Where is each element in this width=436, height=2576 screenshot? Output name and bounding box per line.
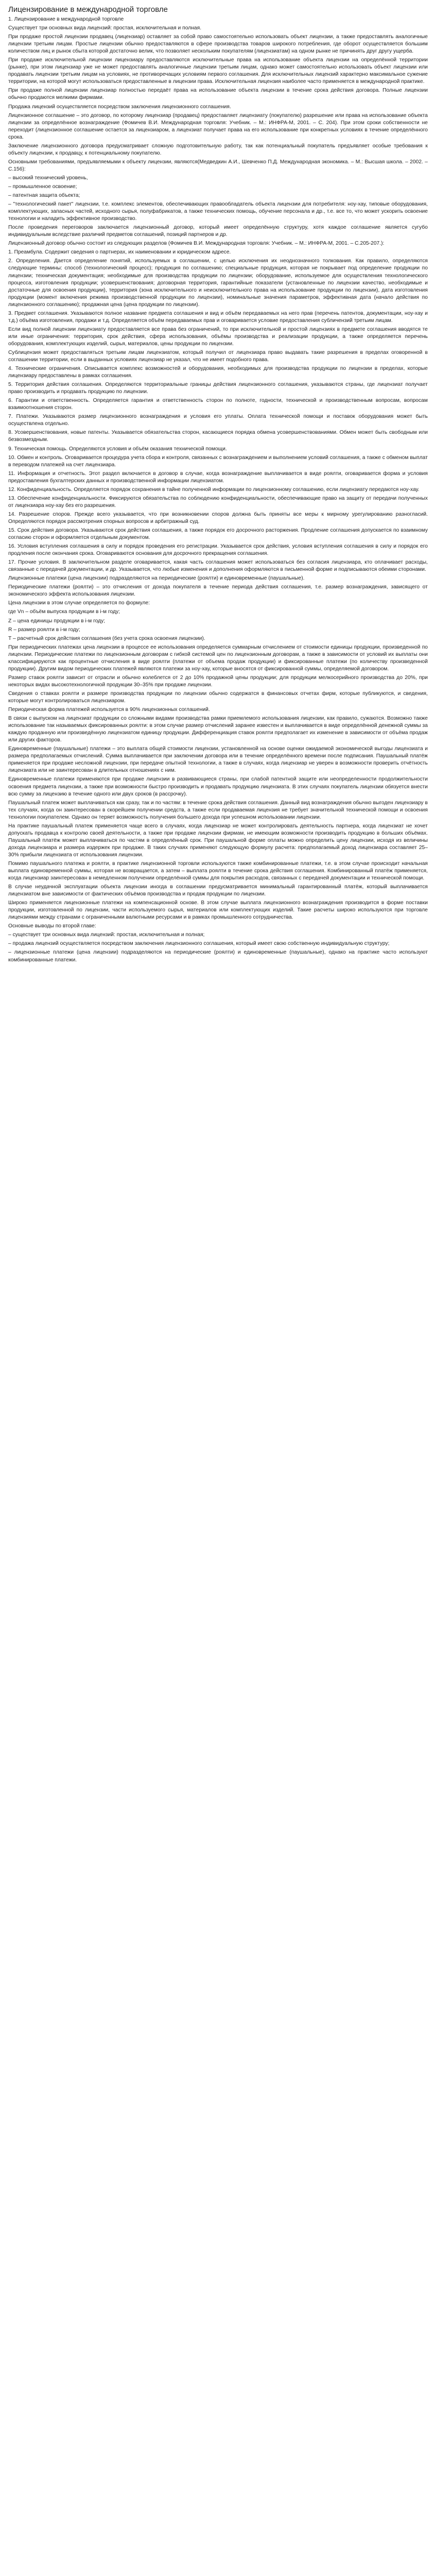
paragraph: После проведения переговоров заключается лицензионный договор, который имеет определённую структуру, хотя каждое соглашение является сугубо индивидуальным вследствие различий предметов соглашений, позиций партнеров и др.	[8, 225, 428, 238]
paragraph: – патентная защита объекта;	[8, 193, 80, 199]
paragraph: Широко применяется лицензионные платежи на компенсационной основе. В этом случае выплата лицензионного вознаграждения производится в форме поставки продукции, изготовленной по лицензии, части используемого сырья, материалов или комплектующих изделий. Такие расчеты широко используются при торговле лицензиями между странами с ограниченными валютными ресурсами и в рамках промышленного сотрудничества.	[8, 900, 428, 921]
paragraph: Помимо паушального платежа и роялти, в практике лицензионной торговли используются также комбинированные платежи, т.е. в этом случае происходит начальная выплата единовременной суммы, которая не возвращается, а затем – выплата роялти в течение срока действия соглашения. Комбинированный платёж применяется, когда лицензиар заинтересован в немедленном получении определённой суммы для покрытия расходов, связанных с передачей документации и технической помощи.	[8, 860, 428, 882]
paragraph: При периодических платежах цена лицензии в процессе ее использования определяется суммарным отчислением от стоимости единицы продукции, произведенной по лицензии. Периодические платежи по лицензионным договорам с гибкой системой цен по лицензионным договорам, а также в зависимости от условий их выплаты они классифицируются как процентные отчисления в виде роялти (платежи от объема продаж продукции) и фиксированные платежи (по количеству произведенной продукции). Другим видом периодических платежей являются платежи за ноу-хау, которые вносятся от фиксированной суммы, определяемой договором.	[8, 644, 428, 672]
paragraph: – высокий технический уровень,	[8, 175, 88, 181]
paragraph: T – расчетный срок действия соглашения (без учета срока освоения лицензии).	[8, 635, 205, 641]
paragraph: 1. Преамбула. Содержит сведения о партнерах, их наименовании и юридическом адресе.	[8, 249, 231, 256]
paragraph: 15. Срок действия договора. Указываются срок действия соглашения, а также порядок его досрочного расторжения. Продление соглашения допускается по взаимному согласию сторон и оформляется отдельным документом.	[8, 528, 428, 541]
paragraph: В случае неудачной эксплуатации объекта лицензии иногда в соглашении предусматривается минимальный гарантированный платёж, который выплачивается лицензиатом вне зависимости от фактических объёмов производства и продаж продукции по лицензии.	[8, 884, 428, 897]
paragraph: Сублицензия может предоставляться третьим лицам лицензиатом, который получил от лицензиара право выдавать такие разрешения в пределах оговоренной в соглашении территории, если в выданных условиях лицензиар не указал, что не имеет подобного права.	[8, 349, 428, 363]
paragraph: При продаже простой лицензии продавец (лицензиар) оставляет за собой право самостоятельно использовать объект лицензии, а также предоставлять аналогичные лицензии третьим лицам. Простые лицензии обычно предоставляются в сфере производства товаров широкого потребления, где оборот осуществляется большим количеством лиц и рынок сбыта которой достаточно велик, что позволяет нескольким покупателям (лицензиатам) на одном рынке не причинять друг другу ущерба.	[8, 34, 428, 55]
paragraph: 5. Территория действия соглашения. Определяются территориальные границы действия лицензионного соглашения, указываются страны, где лицензиат получает право производить и продавать продукцию по лицензии.	[8, 382, 428, 395]
paragraph: R – размер роялти в i-м году;	[8, 626, 80, 633]
paragraph: 11. Информация и отчетность. Этот раздел включается в договор в случае, когда вознаграждение выплачивается в виде роялти, оговаривается форма и условия предоставления бухгалтерских данных и производственной информации лицензиатом.	[8, 470, 428, 484]
paragraph: Лицензионное соглашение – это договор, по которому лицензиар (продавец) предоставляет лицензиату (покупателю) разрешение или права на использование объекта лицензии за определённое вознаграждение (Фомичев В.И. Международная торговля: Учебник. – М.: ИНФРА-М, 2001. – С. 204). При этом сроки собственности не переходит (лицензионное соглашение остается за лицензиаром, а лицензиат получает права на его использование при конкретных условиях в течение определённого срока.	[8, 112, 428, 140]
document-title: Лицензирование в международной торговле	[8, 5, 168, 14]
paragraph: При продаже полной лицензии лицензиар полностью передаёт права на использование объекта лицензии в течение срока действия договора. Полные лицензии обычно продаются мелкими фирмами.	[8, 88, 428, 101]
paragraph: Лицензионные платежи (цена лицензии) подразделяются на периодические (роялти) и единовременные (паушальные).	[8, 575, 305, 582]
paragraph: Основными требованиями, предъявляемыми к объекту лицензии, являются(Медведкин А.И., Шевченко П.Д. Международная экономика. – М.: Высшая школа. – 2002. – С.156):	[8, 159, 428, 172]
paragraph: В связи с выпуском на лицензиат продукции со сложными видами производства рамки приемлемого использования лицензии, как правило, сужаются. Возможно также использование так называемых фиксированных роялти: в этом случае размер отчислений заранее известен и выплачивается в виде определённой денежной суммы за каждую проданную или произведённую лицензиатом единицу продукции. Дифференциация ставок роялти предполагает их изменение в зависимости от объёма продаж или других факторов.	[8, 716, 428, 743]
paragraph: 3. Предмет соглашения. Указываются полное название предмета соглашения и вид и объём передаваемых на него прав (перечень патентов, документации, ноу-хау и т.д.) объёма изготовления, продажи и т.д. Определяется объём передаваемых прав и оговаривается условие предоставления субличензий третьим лицам.	[8, 310, 428, 324]
paragraph: 4. Технические ограничения. Описывается комплекс возможностей и оборудования, необходимых для производства продукции по лицензии в пределах, которые лицензиару предоставлены в рамках соглашения.	[8, 366, 428, 379]
paragraph: 17. Прочие условия. В заключительном разделе оговаривается, какая часть соглашения может использоваться без согласия лицензиара, кто оплачивает расходы, связанные с передачей документации, и др. Указывается, что любые изменения и дополнения оформляются в письменной форме и подписываются обеими сторонами.	[8, 560, 428, 573]
paragraph: 7. Платежи. Указываются размер лицензионного вознаграждения и условия его уплаты. Оплата технической помощи и поставок оборудования может быть осуществлена отдельно.	[8, 414, 428, 427]
paragraph: – промышленное освоение;	[8, 183, 77, 190]
paragraph: Периодическая форма платежей используется в 90% лицензионных соглашений.	[8, 707, 210, 713]
paragraph: Сведения о ставках роялти и размере производства продукции по лицензии обычно содержатся в финансовых отчетах фирм, которые публикуются, и сведения, которые могут контролироваться лицензиаром.	[8, 690, 428, 704]
paragraph: Единовременные (паушальные) платежи – это выплата общей стоимости лицензии, установленной на основе оценки ожидаемой экономической выгоды лицензиата и размера предполагаемых отчислений. Сумма выплачивается при заключении договора или в течение определённого времени после подписания. Паушальный платёж применяется при продаже несложной лицензии, при передаче опытной технологии, а также в случаях, когда лицензиар не уверен в возможности проверить отчётность лицензиата или не заинтересован в длительных отношениях с ним.	[8, 746, 428, 774]
section-heading: 1. Лицензирование в международной торговле	[8, 16, 124, 22]
document	[0, 0, 436, 976]
paragraph: 9. Техническая помощь. Определяются условия и объём оказания технической помощи.	[8, 446, 227, 452]
paragraph: Единовременные платежи применяются при продаже лицензии в развивающиеся страны, при слабой патентной защите или неопределенности продолжительности освоения предмета лицензии, а также при возможности быстро производить и продавать продукцию лицензиата. В этих случаях покупатель лицензии обязуется внести всю сумму за лицензию в течение одного или двух сроков (в рассрочку).	[8, 776, 428, 797]
paragraph: Периодические платежи (роялти) – это отчисления от дохода покупателя в течение периода действия соглашения, т.е. размер вознаграждения, зависящего от экономического эффекта использования лицензии.	[8, 584, 428, 598]
paragraph: 10. Обмен и контроль. Оговаривается процедура учета сбора и контроля, связанных с вознаграждением и выполнением условий соглашения, а также с обменом выплат в переводом платежей на счет лицензиара.	[8, 454, 428, 468]
paragraph: 14. Разрешение споров. Прежде всего указывается, что при возникновении споров должна быть приняты все меры к мирному урегулированию разногласий. Определяются порядок рассмотрения спорных вопросов и арбитражный суд.	[8, 511, 428, 524]
paragraph: Заключение лицензионного договора предусматривает сложную подготовительную работу, так как потенциальный покупатель предъявляет особые требования к объекту лицензии, к продавцу, к потенциальному покупателю.	[8, 143, 428, 156]
paragraph: – "технологический пакет" лицензии, т.е. комплекс элементов, обеспечивающих правообладатель объекта лицензии для потребителя: ноу-хау, типовые оборудования, комплектующих, запасных частей, исходного сырья, полуфабрикатов, а также технических помощь, обучение персонала и др., т.е. все то, что может ускорить освоение технологии и наладить эффективное производство.	[8, 201, 428, 222]
paragraph: Цена лицензии в этом случае определяется по формуле:	[8, 600, 150, 606]
paragraph: – продажа лицензий осуществляется посредством заключения лицензионного соглашения, который имеет свою собственную индивидуальную структуру;	[8, 941, 390, 947]
paragraph: 16. Условия вступления соглашения в силу и порядок проведения его регистрации. Указывается срок действия, условия вступления соглашения в силу и порядок его продления после окончания срока. Оговариваются основания для досрочного прекращения соглашения.	[8, 544, 428, 557]
paragraph: Основные выводы по второй главе:	[8, 923, 96, 929]
document-body	[8, 16, 428, 964]
paragraph: 13. Обеспечение конфиденциальности. Фиксируются обязательства по соблюдению конфиденциальности, обеспечивающие право на защиту от передачи полученных от лицензиара ноу-хау без его разрешения.	[8, 495, 428, 509]
paragraph: Размер ставок роялти зависит от отрасли и обычно колеблется от 2 до 10% продажной цены продукции; для продукции мелкосерийного производства до 20%, при некоторых видах высокотехнологичной продукции 30–35% при продаже лицензии.	[8, 674, 428, 688]
paragraph: 6. Гарантии и ответственность. Определяется гарантия и ответственность сторон по полноте, годности, технической и производственным вопросам, вопросам взаимоотношения сторон.	[8, 398, 428, 411]
paragraph: При продаже исключительной лицензии лицензиару предоставляются исключительные права на использование объекта лицензии на определённой территории (рынке), при этом лицензиар уже не может предоставлять аналогичные лицензии третьим лицам, однако может самостоятельно использовать объект лицензии или продавать лицензии третьим лицам на условиях, не противоречащих условиям первого соглашения. Для исключительных лицензий характерно максимальное сужение территории, на которой могут использоваться предоставленные в лицензии права. Исключительная лицензия наиболее часто применяется в международной практике.	[8, 57, 428, 85]
paragraph: 12. Конфиденциальность. Определяется порядок сохранения в тайне полученной информации по лицензионному соглашению, если лицензиату передаются ноу-хау.	[8, 486, 420, 493]
paragraph: Паушальный платеж может выплачиваться как сразу, так и по частям: в течение срока действия соглашения. Данный вид вознаграждения обычно выгоден лицензиару в тех случаях, когда он заинтересован в скорейшем получении средств, а также если продаваемая лицензия не требует значительной технической помощи и освоения технологии покупателем. Однако он теряет возможность получения большего дохода при успешном использовании лицензии.	[8, 800, 428, 820]
paragraph: Продажа лицензий осуществляется посредством заключения лицензионного соглашения.	[8, 104, 231, 110]
paragraph: 8. Усовершенствования, новые патенты. Указывается обязательства сторон, касающиеся порядка обмена усовершенствованиями. Обмен может быть свободным или безвозмездным.	[8, 430, 428, 443]
paragraph: – лицензионные платежи (цена лицензии) подразделяются на периодические (роялти) и единовременные (паушальные), однако на практике часто используют комбинированные платежи.	[8, 950, 428, 963]
paragraph: где Vn – объём выпуска продукции в i-м году;	[8, 609, 120, 615]
paragraph: На практике паушальный платеж применяется чаще всего в случаях, когда лицензиар не может контролировать деятельность партнера, когда лицензиат не хочет допускать продавца к контролю своей деятельности, а также при продаже лицензии фирмам, не имеющим возможности производить продукцию в больших объёмах. Паушальный платёж может выплачиваться по частям в определённый срок. При паушальной форме оплаты можно определить цену лицензии, исходя из величины дохода лицензиара и размера издержек при продаже. В таких случаях применяют следующую формулу расчета: предполагаемый доход лицензиара составляет 25–30% прибыли лицензиата от использования лицензии.	[8, 823, 428, 858]
paragraph: – существует три основных вида лицензий: простая, исключительная и полная;	[8, 932, 205, 938]
paragraph: Если вид полной лицензии лицензиату предоставляется все права без ограничений, то при исключительной и простой лицензиях в предмете соглашения вводятся те или иные ограничения: территория, срок действия, сфера использования, объёмы производства и реализации продукции, а также определяется перечень оборудования, комплектующих изделий, сырья, материалов, цены продукции по лицензии.	[8, 326, 428, 347]
paragraph: Лицензионный договор обычно состоит из следующих разделов (Фомичев В.И. Международная торговля: Учебник. – М.: ИНФРА-М, 2001. – С.205-207.):	[8, 241, 385, 247]
paragraph: Существует три основных вида лицензий: простая, исключительная и полная.	[8, 25, 202, 31]
paragraph: Z – цена единицы продукции в i-м году;	[8, 618, 106, 624]
paragraph: 2. Определения. Дается определение понятий, используемых в соглашении, с целью исключения их неоднозначного толкования. Как правило, определяются следующие термины: способ (технологический процесс); продукция по соглашению; специальные продукция, которая не покрывает под определение продукции по лицензии; техническая документация; необходимые для производства продукции по лицензии; оборудование, используемое для осуществления технологического процесса, изготовления продукции; усовершенствования; договорная территория, гарантийные показатели (установленные по лицензии качество, необходимые и достаточные для освоения продукции), территория (зона исключительного и неисключительного права на использование продукции по лицензии), дата изготовления продукции (момент включения режима производственной продукции по лицензии), номинальные значения параметров, эффективная дата (начало действия по лицензионного соглашению); продажная цена (цена продукции по лицензии).	[8, 258, 428, 308]
